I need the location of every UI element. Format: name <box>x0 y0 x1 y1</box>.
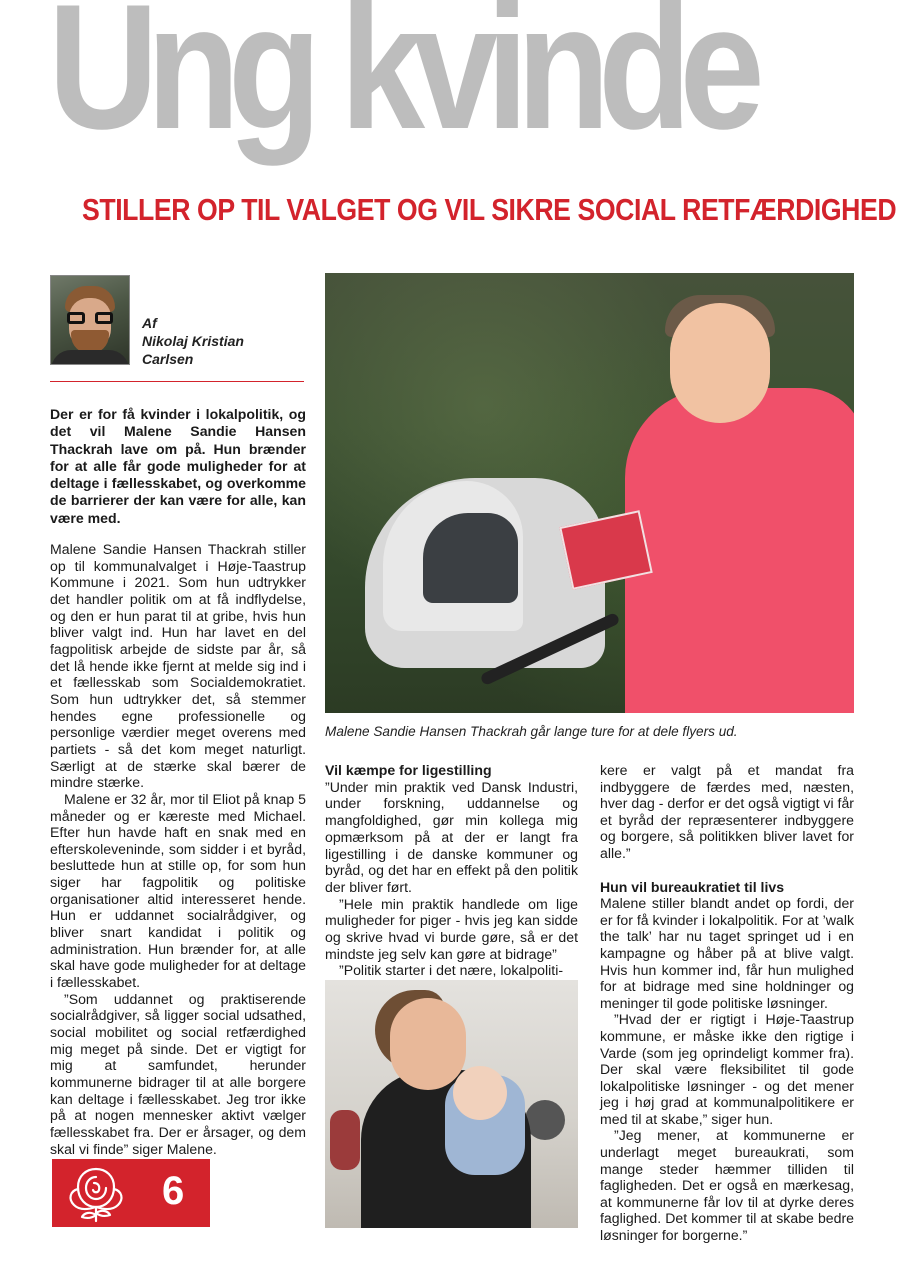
lede-paragraph: Der er for få kvinder i lokalpolitik, og det vil Malene Sandie Hansen Thackrah lave om på. Hun brænder for at alle får gode muligheder for at deltage i fællesskabet, og overkomme de barrierer der kan være for alle, kan være med. <box>50 406 306 526</box>
column-3-paragraph: ”Jeg mener, at kommunerne er underlagt meget bureaukrati, som mange steder hæmmer tilliden til fagligheden. Det er også en mærkesag, at kommunerne får lov til at dyrke deres faglighed. Det kommer til at skabe bedre løsninger for borgerne.” <box>600 1127 854 1244</box>
column-3 <box>600 762 854 1244</box>
page-badge <box>52 1159 210 1227</box>
byline <box>142 314 244 368</box>
column-1-paragraph: Malene er 32 år, mor til Eliot på knap 5 måneder og er kæreste med Michael. Efter hun havde haft en snak med en efterskoleveninde, som sidder i et byråd, besluttede hun at stille op, for som hun siger har fagpolitik og politiske organisationer altid interesseret hende. Hun er uddannet socialrådgiver, og bliver snart kandidat i politik og administration. Hun brænder for, at alle skal have gode muligheder for at deltage i fællesskabet. <box>50 790 306 991</box>
main-photo <box>325 273 854 713</box>
rose-logo-icon <box>64 1163 128 1223</box>
column-3-subhead: Hun vil bureaukratiet til livs <box>600 878 785 895</box>
second-photo <box>325 980 578 1228</box>
column-2-paragraph: ”Under min praktik ved Dansk Industri, under forskning, uddannelse og mangfoldighed, gør min kollega mig opmærksom på at der er langt fra ligestilling i de danske kommuner og byråd, og det har en effekt på den politik der bliver ført. <box>325 778 578 895</box>
column-1-paragraph: Malene Sandie Hansen Thackrah stiller op til kommunalvalget i Høje-Taastrup Kommune i 2021. Som hun udtrykker det handler politik om at få indflydelse, og den er hun parat til at gribe, hvis hun bliver valgt ind. Hun har lavet en del fagpolitisk arbejde de sidste par år, så det lå hende ikke fjernt at melde sig ind i et fællesskab som Socialdemokratiet. Som hun udtrykker det, så stemmer hendes egne professionelle og personlige værdier meget overens med partiets - så det kom meget naturligt. Særligt at de stærke skal bærer de mindre stærke. <box>50 541 306 791</box>
photo-caption: Malene Sandie Hansen Thackrah går lange ture for at dele flyers ud. <box>325 724 738 739</box>
column-3-continuation: kere er valgt på et mandat fra indbyggere de færdes med, næsten, hver dag - derfor er det også vigtigt vi får et byråd der repræsenterer indbyggere og borgere, så politikken bliver lavet for alle.” <box>600 762 854 861</box>
subheadline: STILLER OP TIL VALGET OG VIL SIKRE SOCIAL RETFÆRDIGHED <box>82 192 897 227</box>
column-3-paragraph: Malene stiller blandt andet op fordi, der er for få kvinder i lokalpolitik. For at ’walk the talk’ har nu taget springet ud i en kampagne og håber på at blive valgt. Hvis hun kommer ind, får hun mulighed for at bidrage med sine holdninger og meninger til gode politiske løsninger. <box>600 895 854 1011</box>
column-3-paragraph: ”Hvad der er rigtigt i Høje-Taastrup kommune, er måske ikke den rigtige i Varde (som jeg oprindeligt kommer fra). Der skal være fleksibilitet til gode lokalpolitiske løsninger - og det mener jeg i høj grad at kommunalpolitikere er med til at skabe,” siger hun. <box>600 1011 854 1127</box>
column-1 <box>50 541 306 1157</box>
byline-name-line2: Carlsen <box>142 351 194 367</box>
author-photo <box>50 275 130 365</box>
column-2-subhead: Vil kæmpe for ligestilling <box>325 762 492 778</box>
byline-divider <box>50 381 304 382</box>
headline: Ung kvinde <box>48 0 753 166</box>
page-number: 6 <box>162 1169 185 1213</box>
column-2 <box>325 762 578 979</box>
column-2-paragraph: ”Politik starter i det nære, lokalpoliti- <box>339 962 564 979</box>
column-2-paragraph: ”Hele min praktik handlede om lige muligheder for piger - hvis jeg kan sidde og skrive hvad vi burde gøre, så er det mindste jeg selv kan gøre at bidrage” <box>325 895 578 962</box>
byline-prefix: Af <box>142 315 157 331</box>
byline-name-line1: Nikolaj Kristian <box>142 333 244 349</box>
column-1-paragraph: ”Som uddannet og praktiserende socialrådgiver, så ligger social udsathed, social mobilitet og social retfærdighed mig meget på sinde. Det er vigtigt for mig at samfundet, herunder kommunerne bidrager til at alle borgere kan deltage i fællesskabet. Jeg tror ikke på at nogen mennesker aktivt vælger fællesskabet fra. Der er årsager, og dem skal vi finde” siger Malene. <box>50 990 306 1157</box>
